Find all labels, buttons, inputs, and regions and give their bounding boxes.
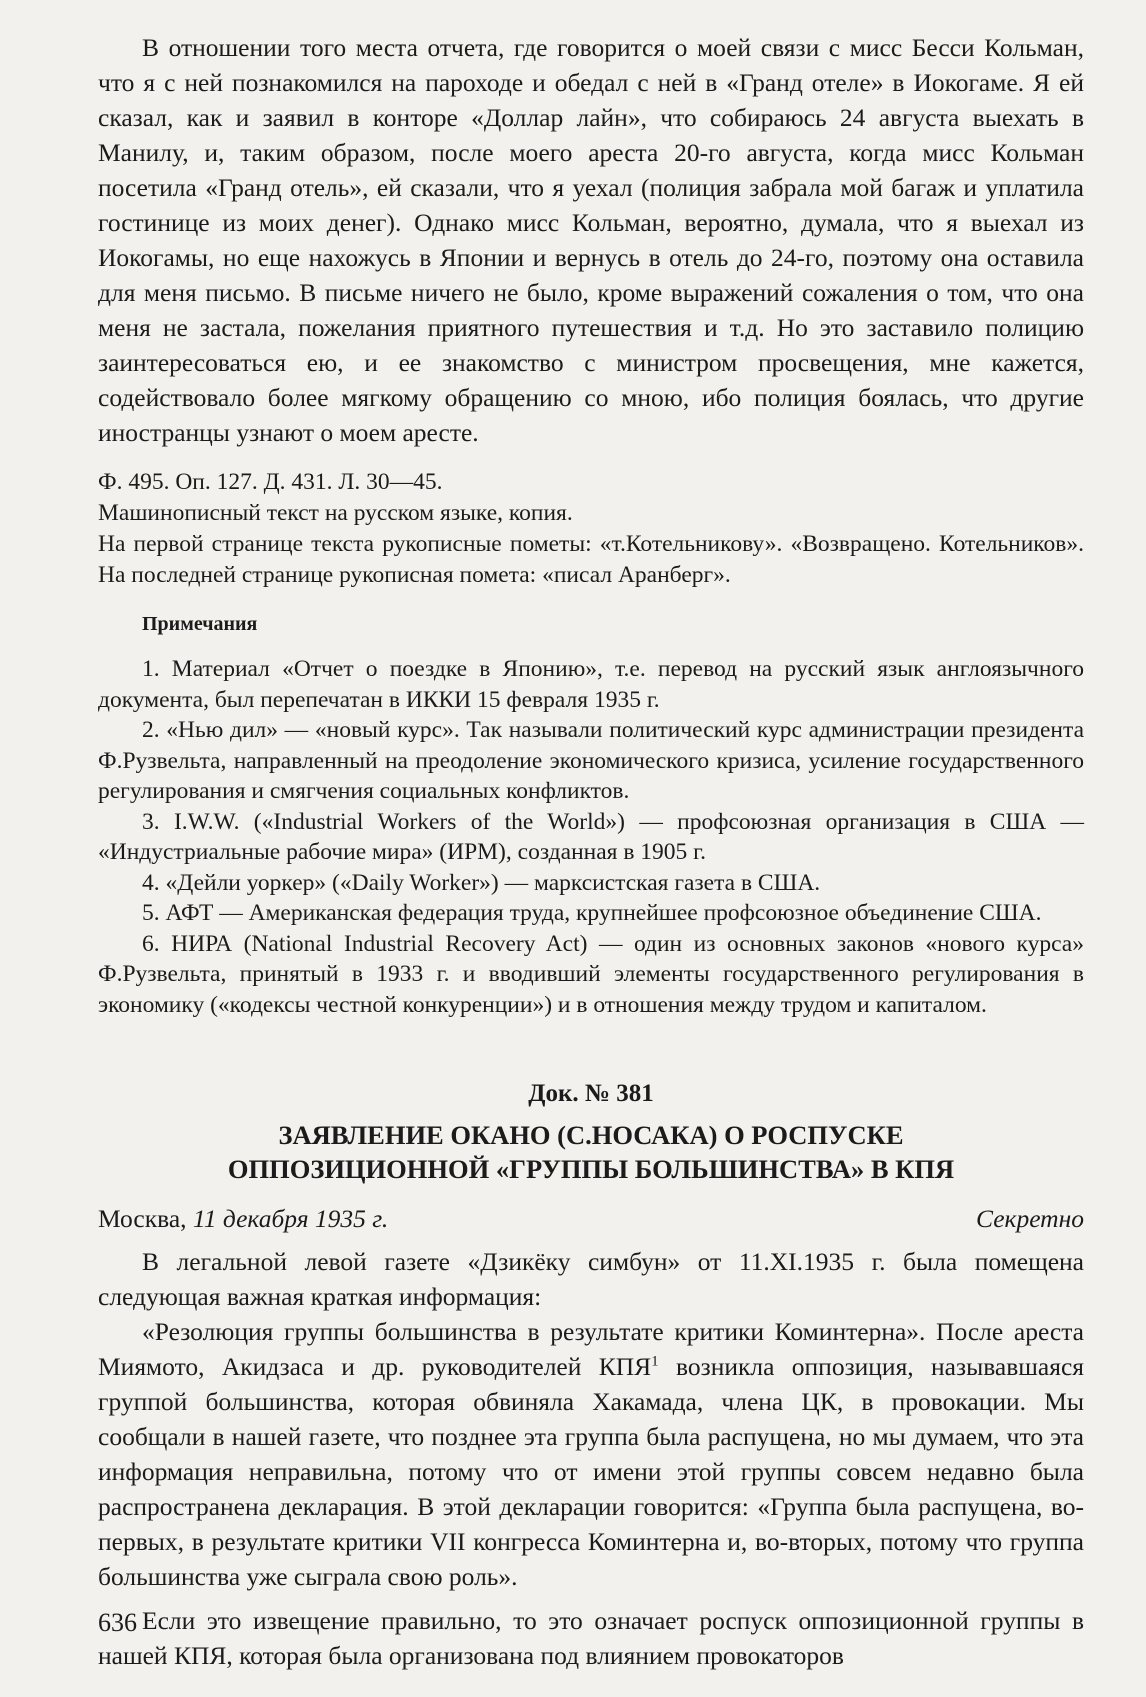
note-item: 6. НИРА (National Industrial Recovery Act) — один из основных законов «нового курса» Ф.Рузвельта, принятый в 1933 г. и вводивший элементы государственного регулирования в экономику («кодексы честной конкуренции») и в отношения между трудом и капиталом. [98,930,1084,1018]
archive-reference: Ф. 495. Оп. 127. Д. 431. Л. 30—45. [98,469,443,495]
footnote-marker: 1 [651,1353,659,1370]
note-item: 5. АФТ — Американская федерация труда, крупнейшее профсоюзное объединение США. [142,900,1042,926]
doc-paragraph-3: Если это извещение правильно, то это означает роспуск оппозиционной группы в нашей КПЯ, которая была организована под влиянием провокаторов [98,1606,1084,1670]
note-item: 2. «Нью дил» — «новый курс». Так называли политический курс администрации президента Ф.Рузвельта, направленный на преодоление экономического кризиса, усиление государственного регулирования и смягчения социальных конфликтов. [98,717,1084,804]
note-item: 4. «Дейли уоркер» («Daily Worker») — марксистская газета в США. [142,869,821,896]
note-item: 3. I.W.W. («Industrial Workers of the World») — профсоюзная организация в США — «Индустриальные рабочие мира» (ИРМ), созданная в 1905 г. [98,808,1084,865]
page-number: 636 [98,1608,137,1637]
place-date [98,1204,388,1234]
place: Москва, [98,1204,187,1233]
title-line-1: ЗАЯВЛЕНИЕ ОКАНО (С.НОСАКА) О РОСПУСКЕ [278,1120,904,1150]
source-block [98,467,1084,591]
marks-note: На первой странице текста рукописные пометы: «т.Котельникову». «Возвращено. Котельников». На последней странице рукописная помета: «писал Аранберг». [98,531,1084,588]
title-line-2: ОППОЗИЦИОННОЙ «ГРУППЫ БОЛЬШИНСТВА» В КПЯ [227,1154,955,1184]
doc-paragraph-2 [98,1314,1084,1594]
note-item: 1. Материал «Отчет о поездке в Японию», т.е. перевод на русский язык англоязычного документа, был перепечатан в ИККИ 15 февраля 1935 г. [98,656,1084,713]
dateline [98,1204,1084,1234]
notes-heading: Примечания [142,613,258,635]
document-title [98,1118,1084,1186]
document-number: Док. № 381 [528,1080,654,1107]
type-note: Машинописный текст на русском языке, копия. [98,500,573,526]
classification: Секретно [976,1204,1084,1233]
date: 11 декабря 1935 г. [192,1204,389,1233]
top-paragraph: В отношении того места отчета, где говорится о моей связи с мисс Бесси Кольман, что я с ней познакомился на пароходе и обедал с ней в «Гранд отеле» в Иокогаме. Я ей сказал, как и заявил в конторе «Доллар лайн», что собираюсь 24 августа выехать в Манилу, и, таким образом, после моего ареста 20-го августа, когда мисс Кольман посетила «Гранд отель», ей сказали, что я уехал (полиция забрала мой багаж и уплатила гостинице из моих денег). Однако мисс Кольман, вероятно, думала, что я выехал из Иокогамы, но еще нахожусь в Японии и вернусь в отель до 24-го, поэтому она оставила для меня письмо. В письме ничего не было, кроме выражений сожаления о том, что она меня не застала, пожелания приятного путешествия и т.д. Но это заставило полицию заинтересоваться ею, и ее знакомство с министром просвещения, мне кажется, содействовало более мягкому обращению со мною, ибо полиция боялась, что другие иностранцы узнают о моем аресте. [98,33,1084,447]
notes-section [98,613,1084,1020]
doc-paragraph-1: В легальной левой газете «Дзикёку симбун» от 11.XI.1935 г. была помещена следующая важная краткая информация: [98,1247,1084,1311]
para2-before: «Резолюция группы большинства в результате критики Коминтерна». После ареста Миямото, Акидзаса и др. руководителей КПЯ [98,1317,1084,1381]
para2-after: возникла оппозиция, называвшаяся группой большинства, которая обвиняла Хакамада, члена ЦК, в провокации. Мы сообщали в нашей газете, что позднее эта группа была распущена, но мы думаем, что эта информация неправильна, потому что от имени этой группы совсем недавно была распространена декларация. В этой декларации говорится: «Группа была распущена, во-первых, в результате критики VII конгресса Коминтерна и, во-вторых, потому что группа большинства уже сыграла свою роль». [98,1352,1084,1591]
